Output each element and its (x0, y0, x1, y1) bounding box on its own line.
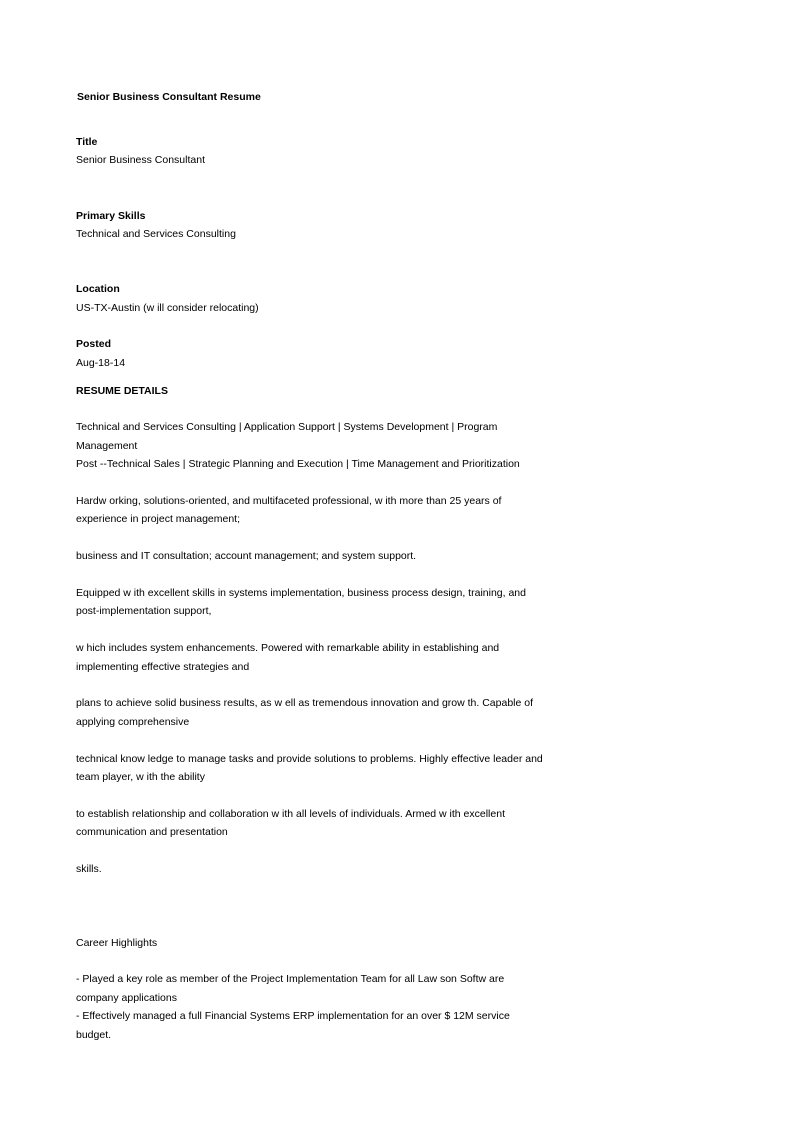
resume-details-line: team player, w ith the ability (76, 771, 205, 783)
career-highlights-heading: Career Highlights (76, 937, 158, 949)
resume-details-line: communication and presentation (76, 826, 228, 838)
career-highlight-line: budget. (76, 1029, 112, 1041)
location-value: US-TX-Austin (w ill consider relocating) (76, 302, 259, 314)
resume-details-line: Management (76, 440, 138, 452)
posted-value: Aug-18-14 (76, 357, 126, 369)
resume-details-line: plans to achieve solid business results, as w ell as tremendous innovation and grow th. Capable of (76, 697, 534, 709)
document-title: Senior Business Consultant Resume (77, 91, 261, 103)
resume-details-heading: RESUME DETAILS (76, 385, 168, 397)
resume-details-line: Post --Technical Sales | Strategic Planning and Execution | Time Management and Prioritization (76, 458, 520, 470)
resume-details-line: business and IT consultation; account management; and system support. (76, 550, 417, 562)
resume-details-line: post-implementation support, (76, 605, 212, 617)
title-label: Title (76, 136, 98, 148)
resume-details-line: technical know ledge to manage tasks and provide solutions to problems. Highly effective leader and (76, 753, 543, 765)
career-highlight-line: company applications (76, 992, 177, 1004)
title-value: Senior Business Consultant (76, 154, 205, 166)
resume-details-line: skills. (76, 863, 102, 875)
location-label: Location (76, 283, 120, 295)
resume-details-line: Technical and Services Consulting | Application Support | Systems Development | Program (76, 421, 498, 433)
resume-details-line: Equipped w ith excellent skills in systems implementation, business process design, training, and (76, 587, 526, 599)
resume-details-line: w hich includes system enhancements. Powered with remarkable ability in establishing and (76, 642, 500, 654)
career-highlight-line: - Played a key role as member of the Project Implementation Team for all Law son Softw are (76, 973, 505, 985)
career-highlight-line: - Effectively managed a full Financial Systems ERP implementation for an over $ 12M service (76, 1010, 510, 1022)
primary-skills-label: Primary Skills (76, 210, 146, 222)
resume-details-line: to establish relationship and collaboration w ith all levels of individuals. Armed w ith excellent (76, 808, 505, 820)
resume-details-line: implementing effective strategies and (76, 661, 250, 673)
resume-details-line: Hardw orking, solutions-oriented, and multifaceted professional, w ith more than 25 years of (76, 495, 502, 507)
primary-skills-value: Technical and Services Consulting (76, 228, 236, 240)
resume-details-line: applying comprehensive (76, 716, 190, 728)
posted-label: Posted (76, 338, 112, 350)
resume-details-line: experience in project management; (76, 513, 241, 525)
